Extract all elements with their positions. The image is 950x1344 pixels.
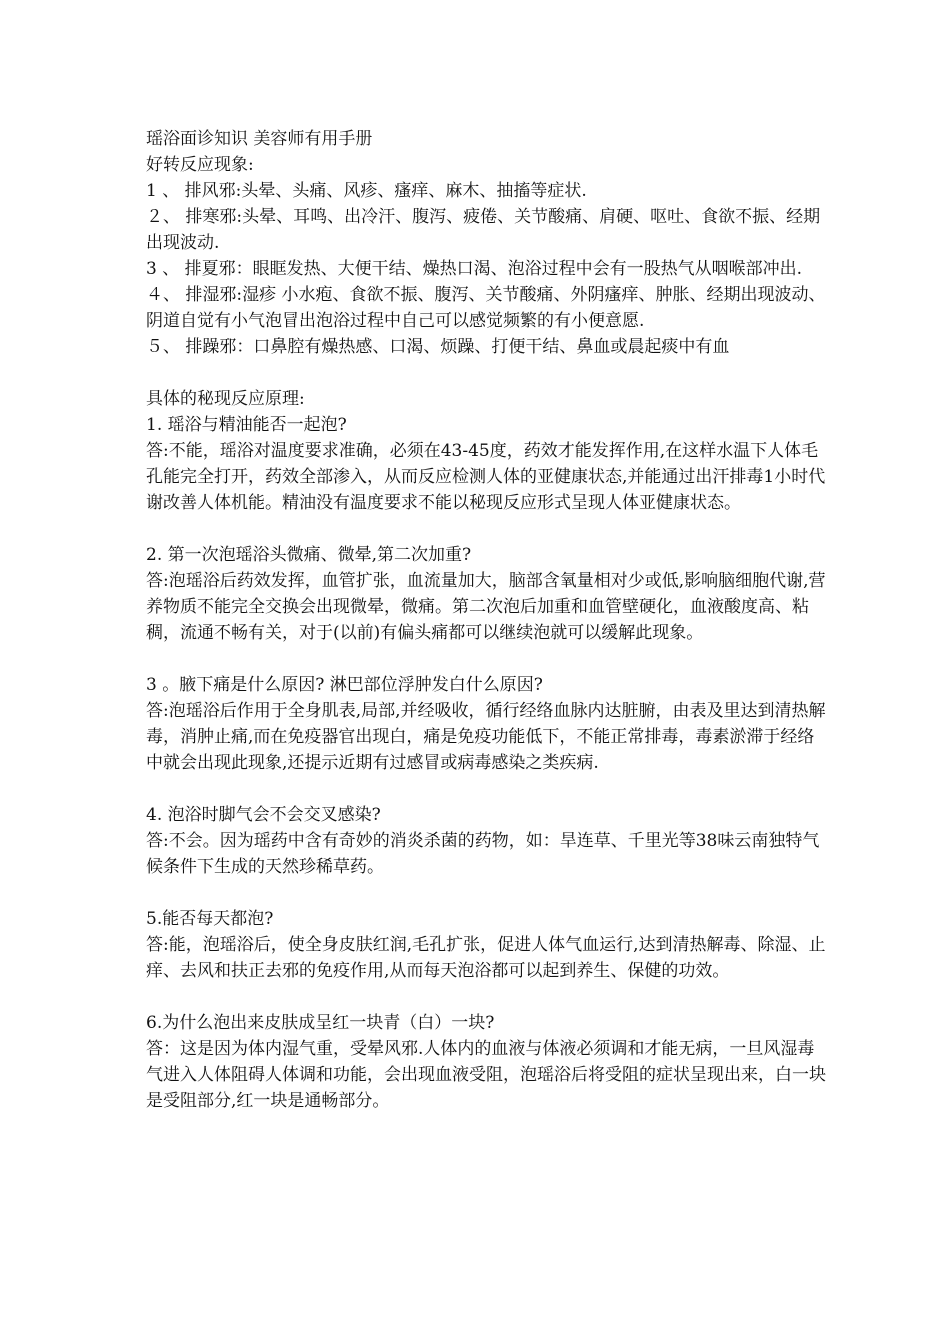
reaction-item-1: 1 、 排风邪:头晕、头痛、风疹、瘙痒、麻木、抽搐等症状. [146,181,587,201]
answer-2: 答:泡瑶浴后药效发挥，血管扩张，血流量加大，脑部含氧量相对少或低,影响脑细胞代谢,营养物质不能完全交换会出现微晕，微痛。第二次泡后加重和血管壁硬化，血液酸度高、粘稠，流通不畅有关，对于(以前)有偏头痛都可以继续泡就可以缓解此现象。 [146,571,826,643]
document-title: 瑶浴面诊知识 美容师有用手册 [146,129,373,149]
reaction-item-5: ５、 排躁邪：口鼻腔有燥热感、口渴、烦躁、打便干结、鼻血或晨起痰中有血 [146,337,730,357]
question-2: 2. 第一次泡瑶浴头微痛、微晕,第二次加重? [146,545,472,565]
reaction-item-4: ４、 排湿邪:湿疹 小水疱、食欲不振、腹泻、关节酸痛、外阴瘙痒、肿胀、经期出现波动、阴道自觉有小气泡冒出泡浴过程中自己可以感觉频繁的有小便意愿. [146,285,826,331]
spacer [146,776,826,802]
spacer [146,646,826,672]
question-6: 6.为什么泡出来皮肤成呈红一块青（白）一块? [146,1013,495,1033]
document-body [146,126,826,1114]
spacer [146,984,826,1010]
question-4: 4. 泡浴时脚气会不会交叉感染? [146,805,381,825]
answer-5: 答:能，泡瑶浴后，使全身皮肤红润,毛孔扩张，促进人体气血运行,达到清热解毒、除湿、止痒、去风和扶正去邪的免疫作用,从而每天泡浴都可以起到养生、保健的功效。 [146,935,826,981]
spacer [146,360,826,386]
question-3: 3 。腋下痛是什么原因? 淋巴部位浮肿发白什么原因? [146,675,543,695]
section-heading-reactions: 好转反应现象: [146,155,254,175]
spacer [146,516,826,542]
question-1: 1. 瑶浴与精油能否一起泡? [146,415,347,435]
section-heading-principles: 具体的秘现反应原理: [146,389,305,409]
answer-4: 答:不会。因为瑶药中含有奇妙的消炎杀菌的药物，如：旱连草、千里光等38味云南独特气候条件下生成的天然珍稀草药。 [146,831,820,877]
answer-3: 答:泡瑶浴后作用于全身肌表,局部,并经吸收，循行经络血脉内达脏腑，由表及里达到清热解毒，消肿止痛,而在免疫器官出现白，痛是免疫功能低下，不能正常排毒，毒素淤滞于经络中就会出现此现象,还提示近期有过感冒或病毒感染之类疾病. [146,701,826,773]
answer-1: 答:不能，瑶浴对温度要求准确，必须在43-45度，药效才能发挥作用,在这样水温下人体毛孔能完全打开，药效全部渗入，从而反应检测人体的亚健康状态,并能通过出汗排毒1小时代谢改善人体机能。精油没有温度要求不能以秘现反应形式呈现人体亚健康状态。 [146,441,826,513]
question-5: 5.能否每天都泡? [146,909,274,929]
spacer [146,880,826,906]
reaction-item-3: 3 、 排夏邪：眼眶发热、大便干结、燥热口渴、泡浴过程中会有一股热气从咽喉部冲出. [146,259,803,279]
reaction-item-2: ２、 排寒邪:头晕、耳鸣、出冷汗、腹泻、疲倦、关节酸痛、肩硬、呕吐、食欲不振、经期出现波动. [146,207,821,253]
answer-6: 答：这是因为体内湿气重，受晕风邪.人体内的血液与体液必须调和才能无病，一旦风湿毒气进入人体阻碍人体调和功能，会出现血液受阻，泡瑶浴后将受阻的症状呈现出来，白一块是受阻部分,红一块是通畅部分。 [146,1039,826,1111]
